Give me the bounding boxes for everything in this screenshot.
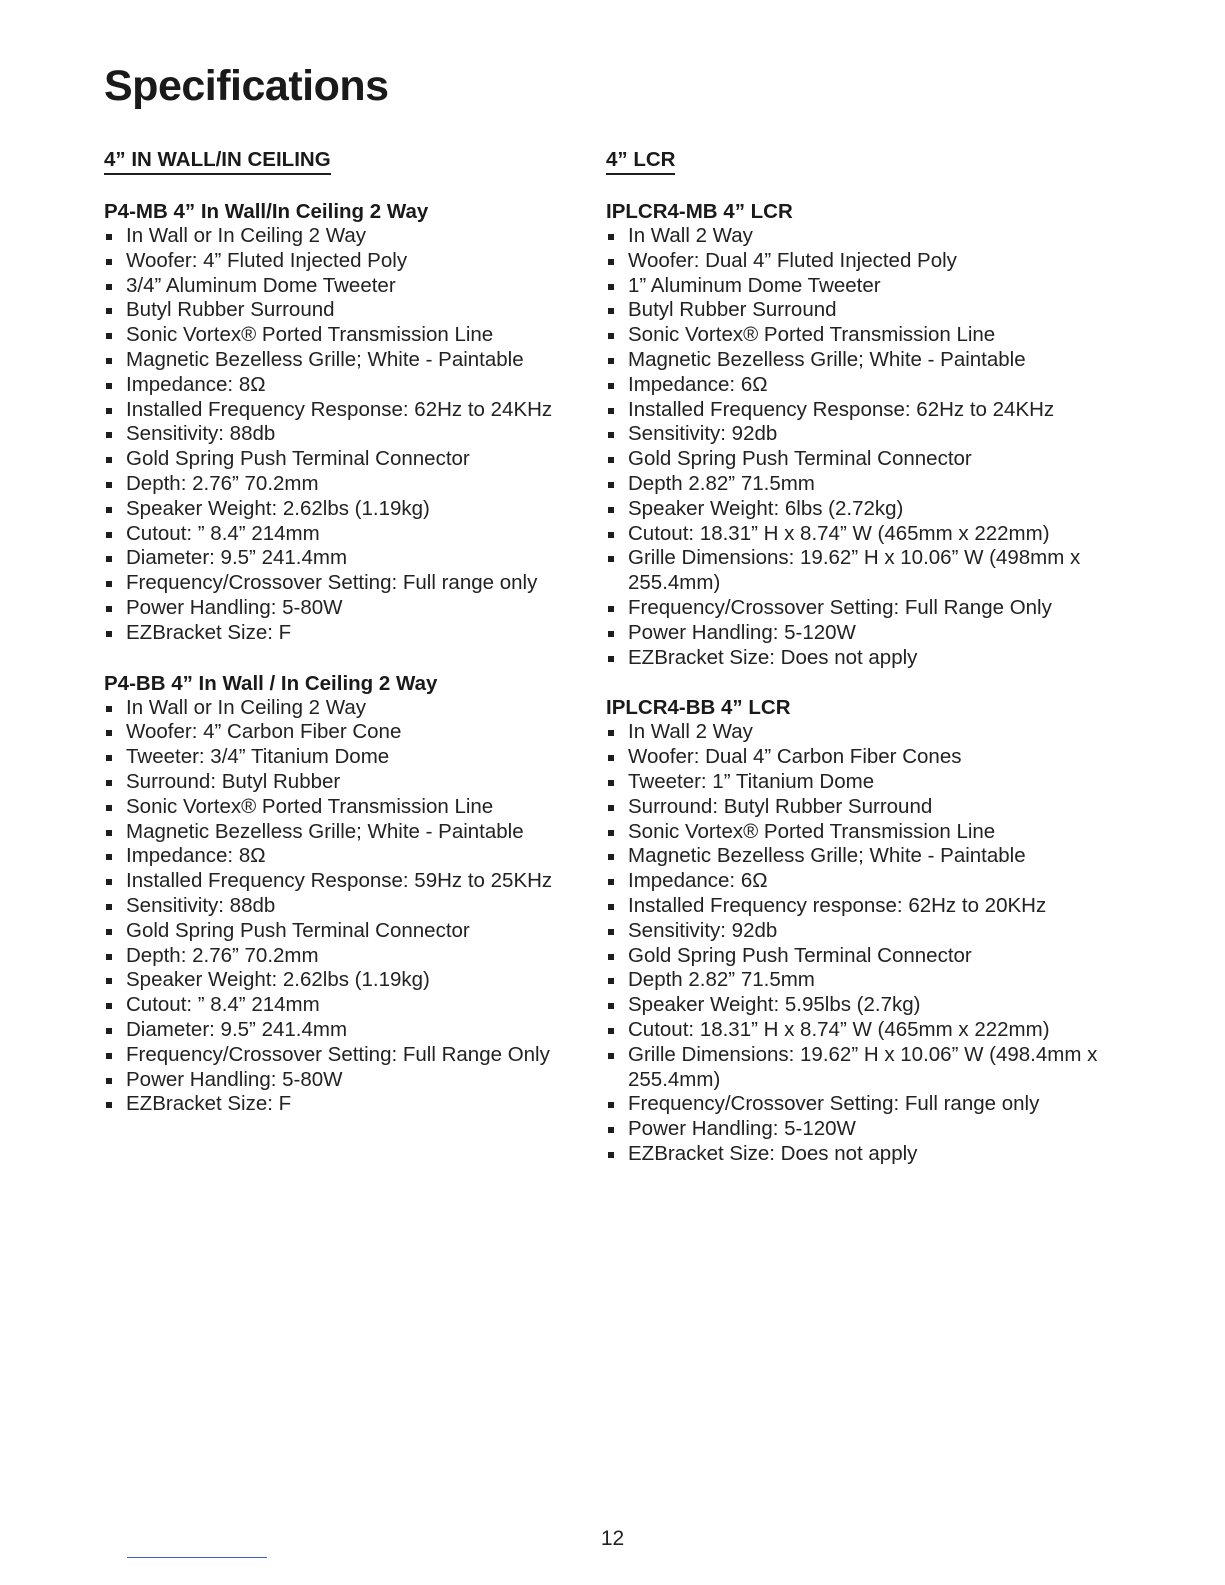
spec-text: Impedance: 6Ω xyxy=(628,869,768,893)
spec-item xyxy=(606,820,1116,845)
spec-text: In Wall 2 Way xyxy=(628,720,753,744)
spec-text: Frequency/Crossover Setting: Full Range Only xyxy=(126,1042,550,1066)
bullet-icon xyxy=(106,358,112,364)
spec-item xyxy=(104,993,599,1018)
bullet-icon xyxy=(106,284,112,290)
bullet-icon xyxy=(608,259,614,265)
bullet-icon xyxy=(106,408,112,414)
bullet-icon xyxy=(608,1003,614,1009)
spec-item xyxy=(104,1018,599,1043)
spec-item xyxy=(104,795,599,820)
spec-list xyxy=(606,720,1116,1166)
bullet-icon xyxy=(608,432,614,438)
spec-text: Cutout: ” 8.4” 214mm xyxy=(126,993,320,1017)
spec-text: Sensitivity: 88db xyxy=(126,422,276,446)
spec-item xyxy=(104,472,599,497)
spec-item xyxy=(104,298,599,323)
left-column xyxy=(104,147,599,1142)
bullet-icon xyxy=(106,259,112,265)
spec-item xyxy=(104,348,599,373)
product-block xyxy=(104,199,599,646)
spec-text: Sonic Vortex® Ported Transmission Line xyxy=(628,819,996,843)
spec-text: EZBracket Size: F xyxy=(126,1092,292,1116)
spec-text: Magnetic Bezelless Grille; White - Paintable xyxy=(126,819,524,843)
bullet-icon xyxy=(106,383,112,389)
spec-item xyxy=(104,398,599,423)
spec-item xyxy=(606,522,1116,547)
spec-text: Speaker Weight: 2.62lbs (1.19kg) xyxy=(126,496,430,520)
bullet-icon xyxy=(106,780,112,786)
spec-text: EZBracket Size: Does not apply xyxy=(628,645,918,669)
bullet-icon xyxy=(608,978,614,984)
product-title: IPLCR4-BB 4” LCR xyxy=(606,696,791,720)
bullet-icon xyxy=(608,308,614,314)
bullet-icon xyxy=(608,457,614,463)
spec-text: Woofer: 4” Fluted Injected Poly xyxy=(126,248,408,272)
spec-item xyxy=(606,596,1116,621)
bullet-icon xyxy=(608,755,614,761)
spec-text: Woofer: Dual 4” Fluted Injected Poly xyxy=(628,248,957,272)
spec-text: In Wall 2 Way xyxy=(628,224,753,247)
bullet-icon xyxy=(106,929,112,935)
bullet-icon xyxy=(106,730,112,736)
spec-item xyxy=(606,497,1116,522)
spec-text: Gold Spring Push Terminal Connector xyxy=(126,918,470,942)
spec-list xyxy=(606,224,1116,670)
spec-item xyxy=(606,224,1116,249)
spec-item xyxy=(606,1018,1116,1043)
spec-item xyxy=(606,422,1116,447)
spec-text: Speaker Weight: 6lbs (2.72kg) xyxy=(628,496,904,520)
spec-item xyxy=(606,298,1116,323)
spec-text: Frequency/Crossover Setting: Full range only xyxy=(126,571,538,595)
bullet-icon xyxy=(608,234,614,240)
bullet-icon xyxy=(106,1003,112,1009)
spec-item xyxy=(104,522,599,547)
spec-item xyxy=(104,820,599,845)
spec-text: Tweeter: 1” Titanium Dome xyxy=(628,769,875,793)
product-block xyxy=(606,199,1116,670)
spec-text: Butyl Rubber Surround xyxy=(126,298,335,322)
bullet-icon xyxy=(106,1028,112,1034)
spec-item xyxy=(606,546,1116,596)
bullet-icon xyxy=(106,234,112,240)
spec-text: Impedance: 8Ω xyxy=(126,372,266,396)
page-title: Specifications xyxy=(104,62,389,110)
spec-text: Sonic Vortex® Ported Transmission Line xyxy=(126,323,494,347)
spec-item xyxy=(104,447,599,472)
spec-text: Impedance: 6Ω xyxy=(628,372,768,396)
spec-text: Sensitivity: 92db xyxy=(628,918,778,942)
spec-text: 3/4” Aluminum Dome Tweeter xyxy=(126,273,396,297)
spec-text: Sonic Vortex® Ported Transmission Line xyxy=(126,794,494,818)
section-heading: 4” LCR xyxy=(606,147,675,175)
bullet-icon xyxy=(106,482,112,488)
bullet-icon xyxy=(608,656,614,662)
spec-item xyxy=(606,968,1116,993)
spec-text: Sensitivity: 92db xyxy=(628,422,778,446)
bullet-icon xyxy=(608,879,614,885)
product-title: IPLCR4-MB 4” LCR xyxy=(606,200,793,223)
spec-text: Diameter: 9.5” 241.4mm xyxy=(126,1017,348,1041)
bullet-icon xyxy=(608,408,614,414)
spec-text: Power Handling: 5-120W xyxy=(628,620,856,644)
spec-item xyxy=(606,621,1116,646)
bullet-icon xyxy=(106,805,112,811)
spec-item xyxy=(104,944,599,969)
bullet-icon xyxy=(608,1053,614,1059)
spec-text: Power Handling: 5-80W xyxy=(126,1067,343,1091)
bullet-icon xyxy=(608,358,614,364)
spec-text: In Wall or In Ceiling 2 Way xyxy=(126,224,367,247)
spec-item xyxy=(606,745,1116,770)
spec-item xyxy=(606,795,1116,820)
spec-item xyxy=(104,696,599,721)
product-list xyxy=(104,199,599,1117)
spec-text: Power Handling: 5-80W xyxy=(126,595,343,619)
spec-item xyxy=(104,745,599,770)
bullet-icon xyxy=(106,457,112,463)
spec-item xyxy=(606,249,1116,274)
spec-item xyxy=(104,596,599,621)
bullet-icon xyxy=(106,333,112,339)
bullet-icon xyxy=(608,730,614,736)
spec-text: EZBracket Size: Does not apply xyxy=(628,1141,918,1165)
spec-text: Cutout: 18.31” H x 8.74” W (465mm x 222mm) xyxy=(628,1017,1050,1041)
bullet-icon xyxy=(608,606,614,612)
bullet-icon xyxy=(106,308,112,314)
bullet-icon xyxy=(608,1102,614,1108)
spec-text: Gold Spring Push Terminal Connector xyxy=(126,447,470,471)
spec-item xyxy=(606,869,1116,894)
bullet-icon xyxy=(608,284,614,290)
spec-item xyxy=(606,323,1116,348)
spec-text: Speaker Weight: 5.95lbs (2.7kg) xyxy=(628,993,921,1017)
product-title: P4-MB 4” In Wall/In Ceiling 2 Way xyxy=(104,200,429,223)
spec-text: Diameter: 9.5” 241.4mm xyxy=(126,546,348,570)
bullet-icon xyxy=(106,954,112,960)
spec-item xyxy=(104,621,599,646)
spec-item xyxy=(104,844,599,869)
product-title: P4-BB 4” In Wall / In Ceiling 2 Way xyxy=(104,671,438,695)
spec-text: Power Handling: 5-120W xyxy=(628,1117,856,1141)
spec-item xyxy=(606,348,1116,373)
spec-item xyxy=(606,894,1116,919)
bullet-icon xyxy=(106,978,112,984)
bullet-icon xyxy=(608,854,614,860)
spec-text: In Wall or In Ceiling 2 Way xyxy=(126,695,367,719)
spec-item xyxy=(606,720,1116,745)
spec-item xyxy=(104,546,599,571)
spec-item xyxy=(606,1142,1116,1167)
bullet-icon xyxy=(106,532,112,538)
spec-item xyxy=(104,1068,599,1093)
spec-text: Surround: Butyl Rubber Surround xyxy=(628,794,933,818)
spec-text: Gold Spring Push Terminal Connector xyxy=(628,447,972,471)
spec-text: Tweeter: 3/4” Titanium Dome xyxy=(126,745,390,769)
bullet-icon xyxy=(608,830,614,836)
spec-item xyxy=(104,422,599,447)
bullet-icon xyxy=(608,507,614,513)
spec-item xyxy=(104,224,599,249)
spec-item xyxy=(606,770,1116,795)
spec-text: Magnetic Bezelless Grille; White - Paintable xyxy=(628,347,1026,371)
bullet-icon xyxy=(608,333,614,339)
spec-text: Installed Frequency Response: 62Hz to 24KHz xyxy=(628,397,1055,421)
spec-item xyxy=(104,274,599,299)
spec-text: Impedance: 8Ω xyxy=(126,844,266,868)
spec-item xyxy=(606,993,1116,1018)
bullet-icon xyxy=(608,1152,614,1158)
spec-item xyxy=(104,1092,599,1117)
spec-text: Cutout: 18.31” H x 8.74” W (465mm x 222mm) xyxy=(628,521,1050,545)
spec-item xyxy=(606,1117,1116,1142)
bullet-icon xyxy=(106,904,112,910)
bullet-icon xyxy=(106,1102,112,1108)
spec-text: Magnetic Bezelless Grille; White - Paintable xyxy=(126,347,524,371)
product-list xyxy=(606,199,1116,1167)
spec-item xyxy=(606,646,1116,671)
bullet-icon xyxy=(608,780,614,786)
spec-item xyxy=(606,447,1116,472)
spec-text: Surround: Butyl Rubber xyxy=(126,769,341,793)
spec-item xyxy=(606,373,1116,398)
bullet-icon xyxy=(608,1127,614,1133)
bullet-icon xyxy=(106,1053,112,1059)
spec-item xyxy=(606,844,1116,869)
spec-item xyxy=(606,919,1116,944)
bullet-icon xyxy=(106,606,112,612)
spec-text: Sensitivity: 88db xyxy=(126,893,276,917)
footer-link-underline xyxy=(127,1557,267,1558)
spec-text: Woofer: Dual 4” Carbon Fiber Cones xyxy=(628,745,962,769)
bullet-icon xyxy=(608,954,614,960)
spec-text: Butyl Rubber Surround xyxy=(628,298,837,322)
spec-item xyxy=(606,1092,1116,1117)
spec-item xyxy=(104,323,599,348)
spec-text: Cutout: ” 8.4” 214mm xyxy=(126,521,320,545)
bullet-icon xyxy=(106,755,112,761)
bullet-icon xyxy=(106,706,112,712)
bullet-icon xyxy=(608,1028,614,1034)
bullet-icon xyxy=(106,879,112,885)
bullet-icon xyxy=(608,532,614,538)
right-column xyxy=(606,147,1116,1192)
spec-item xyxy=(104,770,599,795)
spec-item xyxy=(606,472,1116,497)
spec-item xyxy=(104,1043,599,1068)
spec-item xyxy=(104,373,599,398)
spec-text: Speaker Weight: 2.62lbs (1.19kg) xyxy=(126,968,430,992)
bullet-icon xyxy=(608,631,614,637)
spec-list xyxy=(104,696,599,1118)
spec-item xyxy=(104,869,599,894)
bullet-icon xyxy=(608,929,614,935)
spec-text: EZBracket Size: F xyxy=(126,620,292,644)
bullet-icon xyxy=(106,854,112,860)
spec-item xyxy=(606,1043,1116,1093)
spec-item xyxy=(606,398,1116,423)
spec-text: Frequency/Crossover Setting: Full Range Only xyxy=(628,595,1052,619)
bullet-icon xyxy=(106,631,112,637)
spec-item xyxy=(104,249,599,274)
bullet-icon xyxy=(106,581,112,587)
spec-item xyxy=(104,968,599,993)
spec-text: Depth: 2.76” 70.2mm xyxy=(126,943,319,967)
bullet-icon xyxy=(608,556,614,562)
bullet-icon xyxy=(608,383,614,389)
spec-text: Magnetic Bezelless Grille; White - Paintable xyxy=(628,844,1026,868)
spec-item xyxy=(606,274,1116,299)
bullet-icon xyxy=(608,904,614,910)
spec-text: Woofer: 4” Carbon Fiber Cone xyxy=(126,720,402,744)
spec-item xyxy=(104,919,599,944)
spec-text: Gold Spring Push Terminal Connector xyxy=(628,943,972,967)
product-block xyxy=(606,695,1116,1166)
spec-text: Installed Frequency Response: 62Hz to 24KHz xyxy=(126,397,553,421)
spec-item xyxy=(104,497,599,522)
bullet-icon xyxy=(608,805,614,811)
spec-text: Depth: 2.76” 70.2mm xyxy=(126,471,319,495)
product-block xyxy=(104,671,599,1118)
spec-text: Depth 2.82” 71.5mm xyxy=(628,968,815,992)
bullet-icon xyxy=(106,1078,112,1084)
bullet-icon xyxy=(106,830,112,836)
spec-text: Installed Frequency response: 62Hz to 20KHz xyxy=(628,893,1047,917)
bullet-icon xyxy=(106,556,112,562)
bullet-icon xyxy=(106,432,112,438)
spec-text: Grille Dimensions: 19.62” H x 10.06” W (498.4mm x 255.4mm) xyxy=(628,1042,1098,1091)
spec-item xyxy=(104,720,599,745)
spec-item xyxy=(104,894,599,919)
bullet-icon xyxy=(608,482,614,488)
spec-list xyxy=(104,224,599,646)
spec-text: Grille Dimensions: 19.62” H x 10.06” W (498mm x 255.4mm) xyxy=(628,546,1081,595)
spec-text: 1” Aluminum Dome Tweeter xyxy=(628,273,881,297)
bullet-icon xyxy=(106,507,112,513)
page-number: 12 xyxy=(600,1527,625,1550)
spec-text: Frequency/Crossover Setting: Full range only xyxy=(628,1092,1040,1116)
section-heading: 4” IN WALL/IN CEILING xyxy=(104,147,331,175)
spec-text: Installed Frequency Response: 59Hz to 25KHz xyxy=(126,869,553,893)
spec-text: Depth 2.82” 71.5mm xyxy=(628,471,815,495)
spec-item xyxy=(104,571,599,596)
spec-text: Sonic Vortex® Ported Transmission Line xyxy=(628,323,996,347)
spec-item xyxy=(606,944,1116,969)
